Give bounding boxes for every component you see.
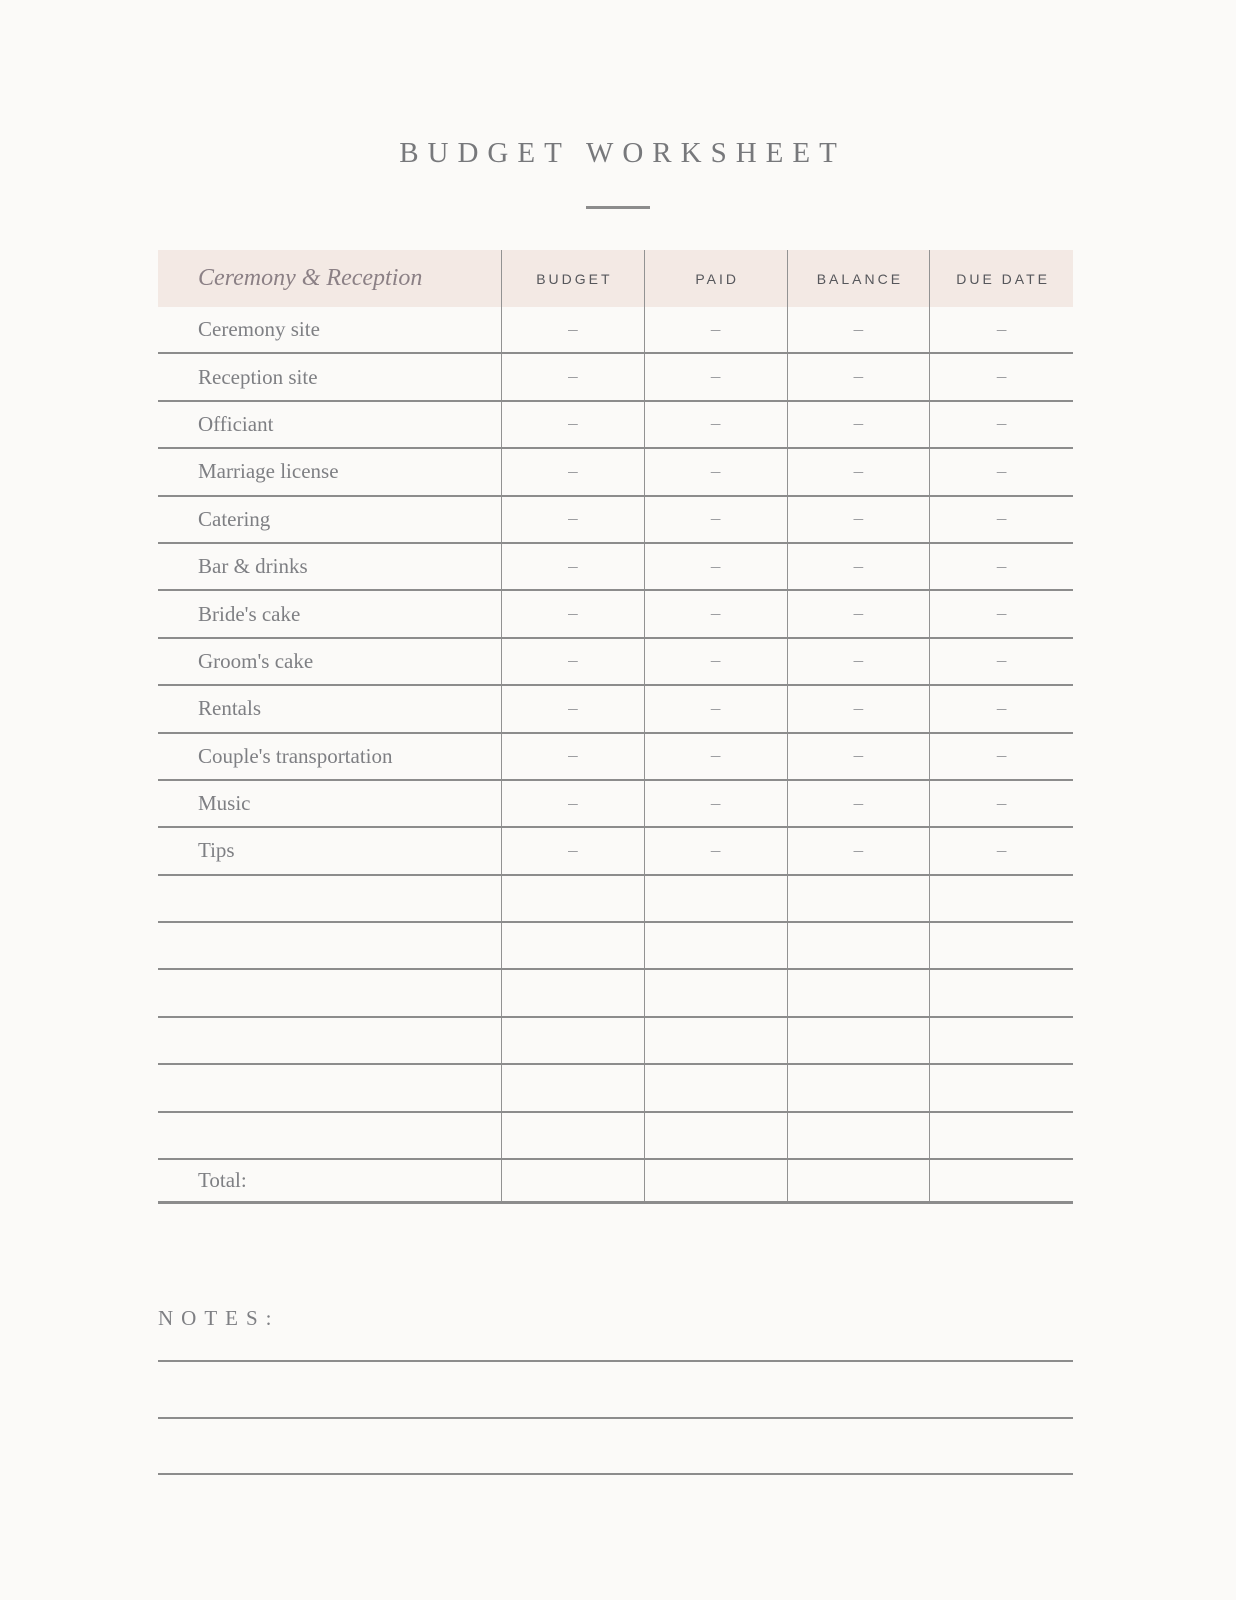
notes-label: NOTES: — [158, 1306, 280, 1330]
table-row — [158, 307, 1073, 354]
total-budget-cell — [502, 1160, 645, 1201]
row-label: Officiant — [158, 402, 502, 447]
paid-cell: – — [645, 307, 788, 352]
budget-cell — [502, 1065, 645, 1110]
section-title: Ceremony & Reception — [158, 250, 502, 307]
budget-cell — [502, 1113, 645, 1158]
budget-cell — [502, 1018, 645, 1063]
due-date-cell: – — [996, 603, 1007, 625]
paid-cell — [645, 876, 788, 921]
due-date-cell: – — [996, 460, 1007, 482]
budget-cell — [502, 923, 645, 968]
paid-cell — [645, 1113, 788, 1158]
due-date-cell: – — [996, 366, 1007, 388]
row-label: Reception site — [158, 354, 502, 399]
due-date-cell — [930, 1113, 1073, 1158]
total-label: Total: — [158, 1160, 502, 1201]
row-label: Rentals — [158, 686, 502, 731]
paid-cell — [645, 1018, 788, 1063]
paid-cell — [645, 1065, 788, 1110]
budget-cell: – — [502, 734, 645, 779]
balance-cell — [788, 1113, 931, 1158]
column-header-balance: BALANCE — [788, 250, 931, 307]
notes-line — [158, 1473, 1073, 1475]
table-row — [158, 734, 1073, 781]
paid-cell: – — [645, 781, 788, 826]
balance-cell — [788, 1018, 931, 1063]
budget-cell: – — [502, 402, 645, 447]
due-date-cell: – — [996, 555, 1007, 577]
balance-cell: – — [788, 781, 931, 826]
title-divider — [586, 206, 650, 209]
paid-cell: – — [645, 686, 788, 731]
table-header-row — [158, 250, 1073, 307]
row-label — [158, 1065, 502, 1110]
row-label: Bride's cake — [158, 591, 502, 636]
paid-cell: – — [645, 828, 788, 873]
table-row — [158, 970, 1073, 1017]
notes-line — [158, 1360, 1073, 1362]
budget-cell: – — [502, 686, 645, 731]
paid-cell: – — [645, 639, 788, 684]
page-title: BUDGET WORKSHEET — [399, 137, 846, 169]
balance-cell: – — [788, 591, 931, 636]
budget-cell: – — [502, 354, 645, 399]
column-header-budget: BUDGET — [502, 250, 645, 307]
balance-cell — [788, 1065, 931, 1110]
due-date-cell: – — [996, 792, 1007, 814]
table-row — [158, 354, 1073, 401]
due-date-cell: – — [996, 745, 1007, 767]
balance-cell — [788, 876, 931, 921]
balance-cell: – — [788, 734, 931, 779]
row-label — [158, 923, 502, 968]
budget-cell: – — [502, 639, 645, 684]
row-label: Catering — [158, 497, 502, 542]
row-label: Bar & drinks — [158, 544, 502, 589]
column-header-due-date: DUE DATE — [956, 270, 1050, 287]
table-row — [158, 449, 1073, 496]
paid-cell: – — [645, 402, 788, 447]
balance-cell: – — [788, 354, 931, 399]
table-row — [158, 876, 1073, 923]
budget-table — [158, 250, 1073, 1204]
budget-cell: – — [502, 307, 645, 352]
row-label — [158, 970, 502, 1015]
budget-cell: – — [502, 497, 645, 542]
row-label: Music — [158, 781, 502, 826]
table-row — [158, 1113, 1073, 1160]
balance-cell: – — [788, 449, 931, 494]
total-paid-cell — [645, 1160, 788, 1201]
table-row — [158, 544, 1073, 591]
budget-cell: – — [502, 544, 645, 589]
paid-cell: – — [645, 449, 788, 494]
due-date-cell — [930, 876, 1073, 921]
balance-cell: – — [788, 639, 931, 684]
table-row — [158, 828, 1073, 875]
table-row — [158, 497, 1073, 544]
paid-cell: – — [645, 544, 788, 589]
row-label — [158, 1113, 502, 1158]
table-row — [158, 639, 1073, 686]
paid-cell — [645, 923, 788, 968]
row-label — [158, 1018, 502, 1063]
row-label: Couple's transportation — [158, 734, 502, 779]
table-row — [158, 686, 1073, 733]
table-row — [158, 1018, 1073, 1065]
notes-section — [158, 1306, 1073, 1486]
row-label: Ceremony site — [158, 307, 502, 352]
due-date-cell: – — [996, 508, 1007, 530]
table-row — [158, 1065, 1073, 1112]
due-date-cell — [930, 1065, 1073, 1110]
balance-cell: – — [788, 686, 931, 731]
paid-cell: – — [645, 497, 788, 542]
due-date-cell — [930, 923, 1073, 968]
row-label: Groom's cake — [158, 639, 502, 684]
due-date-cell: – — [996, 413, 1007, 435]
column-header-paid: PAID — [645, 250, 788, 307]
due-date-cell — [930, 1018, 1073, 1063]
paid-cell — [645, 970, 788, 1015]
total-row — [158, 1160, 1073, 1204]
paid-cell: – — [645, 734, 788, 779]
table-row — [158, 591, 1073, 638]
total-balance-cell — [788, 1160, 931, 1201]
due-date-cell: – — [996, 839, 1007, 861]
paid-cell: – — [645, 354, 788, 399]
balance-cell — [788, 923, 931, 968]
table-body — [158, 307, 1073, 1160]
row-label: Tips — [158, 828, 502, 873]
balance-cell: – — [788, 497, 931, 542]
table-row — [158, 781, 1073, 828]
budget-cell: – — [502, 591, 645, 636]
table-row — [158, 402, 1073, 449]
table-row — [158, 923, 1073, 970]
row-label — [158, 876, 502, 921]
row-label: Marriage license — [158, 449, 502, 494]
notes-line — [158, 1417, 1073, 1419]
budget-cell: – — [502, 781, 645, 826]
balance-cell: – — [788, 402, 931, 447]
budget-cell: – — [502, 828, 645, 873]
due-date-cell: – — [996, 650, 1007, 672]
paid-cell: – — [645, 591, 788, 636]
balance-cell: – — [788, 307, 931, 352]
due-date-cell: – — [996, 697, 1007, 719]
budget-cell — [502, 970, 645, 1015]
budget-cell — [502, 876, 645, 921]
due-date-cell — [930, 970, 1073, 1015]
balance-cell: – — [788, 828, 931, 873]
balance-cell: – — [788, 544, 931, 589]
budget-cell: – — [502, 449, 645, 494]
total-due-date-cell — [930, 1160, 1073, 1201]
balance-cell — [788, 970, 931, 1015]
due-date-cell: – — [996, 318, 1007, 340]
